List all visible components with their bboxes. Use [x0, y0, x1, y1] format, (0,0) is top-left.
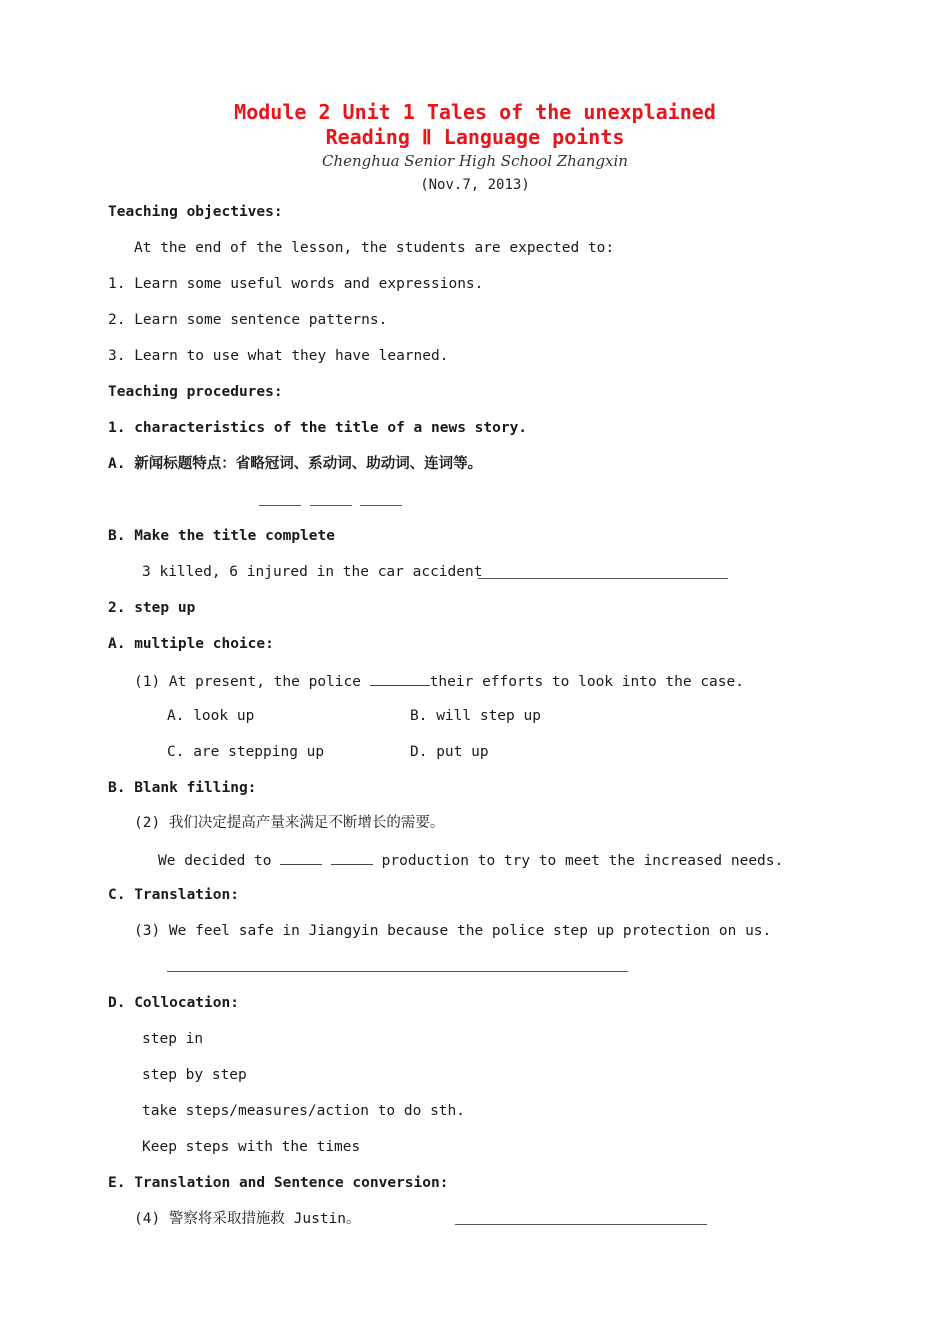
- objectives-heading: Teaching objectives:: [108, 204, 283, 220]
- procedure-2b-heading: B. Blank filling:: [108, 780, 257, 796]
- question-2-english: [158, 850, 783, 870]
- author-line: Chenghua Senior High School Zhangxin: [322, 152, 628, 170]
- procedure-1b-heading: B. Make the title complete: [108, 528, 335, 544]
- answer-blank[interactable]: [478, 578, 728, 579]
- option-c: C. are stepping up: [167, 744, 325, 760]
- question-1-prefix: (1) At present, the police: [134, 674, 370, 690]
- question-1: [134, 671, 744, 691]
- procedure-2d-heading: D. Collocation:: [108, 995, 239, 1011]
- procedure-1-heading: 1. characteristics of the title of a news story.: [108, 420, 528, 436]
- procedure-2e-heading: E. Translation and Sentence conversion:: [108, 1175, 449, 1191]
- objectives-intro: At the end of the lesson, the students are expected to:: [134, 240, 615, 256]
- collocation-item: take steps/measures/action to do sth.: [142, 1103, 466, 1119]
- option-d: D. put up: [410, 744, 489, 760]
- procedure-2-heading: 2. step up: [108, 600, 196, 616]
- document-title: Module 2 Unit 1 Tales of the unexplained: [234, 100, 716, 124]
- question-2-suffix: production to try to meet the increased needs.: [372, 853, 784, 869]
- question-4: (4) 警察将采取措施救 Justin。: [134, 1211, 361, 1227]
- question-1-suffix: their efforts to look into the case.: [429, 674, 744, 690]
- answer-blank[interactable]: [331, 850, 373, 865]
- objective-item: 2. Learn some sentence patterns.: [108, 312, 388, 328]
- question-2: (2) 我们决定提高产量来满足不断增长的需要。: [134, 815, 445, 831]
- answer-blank[interactable]: [310, 505, 352, 506]
- option-b: B. will step up: [410, 708, 541, 724]
- question-3: (3) We feel safe in Jiangyin because the police step up protection on us.: [134, 923, 772, 939]
- procedure-2c-heading: C. Translation:: [108, 887, 239, 903]
- date-line: (Nov.7, 2013): [420, 177, 530, 193]
- collocation-item: step in: [142, 1031, 204, 1047]
- collocation-item: Keep steps with the times: [142, 1139, 361, 1155]
- option-a: A. look up: [167, 708, 255, 724]
- procedure-2a-heading: A. multiple choice:: [108, 636, 274, 652]
- document-subtitle: Reading Ⅱ Language points: [325, 125, 625, 149]
- answer-blank[interactable]: [360, 505, 402, 506]
- answer-blank[interactable]: [455, 1224, 707, 1225]
- procedures-heading: Teaching procedures:: [108, 384, 283, 400]
- collocation-item: step by step: [142, 1067, 247, 1083]
- answer-line[interactable]: [167, 971, 628, 972]
- answer-blank[interactable]: [280, 850, 322, 865]
- objective-item: 1. Learn some useful words and expressions.: [108, 276, 484, 292]
- question-2-prefix: We decided to: [158, 853, 281, 869]
- answer-blank[interactable]: [259, 505, 301, 506]
- procedure-1a-text: A. 新闻标题特点：省略冠词、系动词、助动词、连词等。: [108, 456, 483, 472]
- answer-blank[interactable]: [370, 671, 430, 686]
- objective-item: 3. Learn to use what they have learned.: [108, 348, 449, 364]
- title-sentence: 3 killed, 6 injured in the car accident: [142, 564, 483, 580]
